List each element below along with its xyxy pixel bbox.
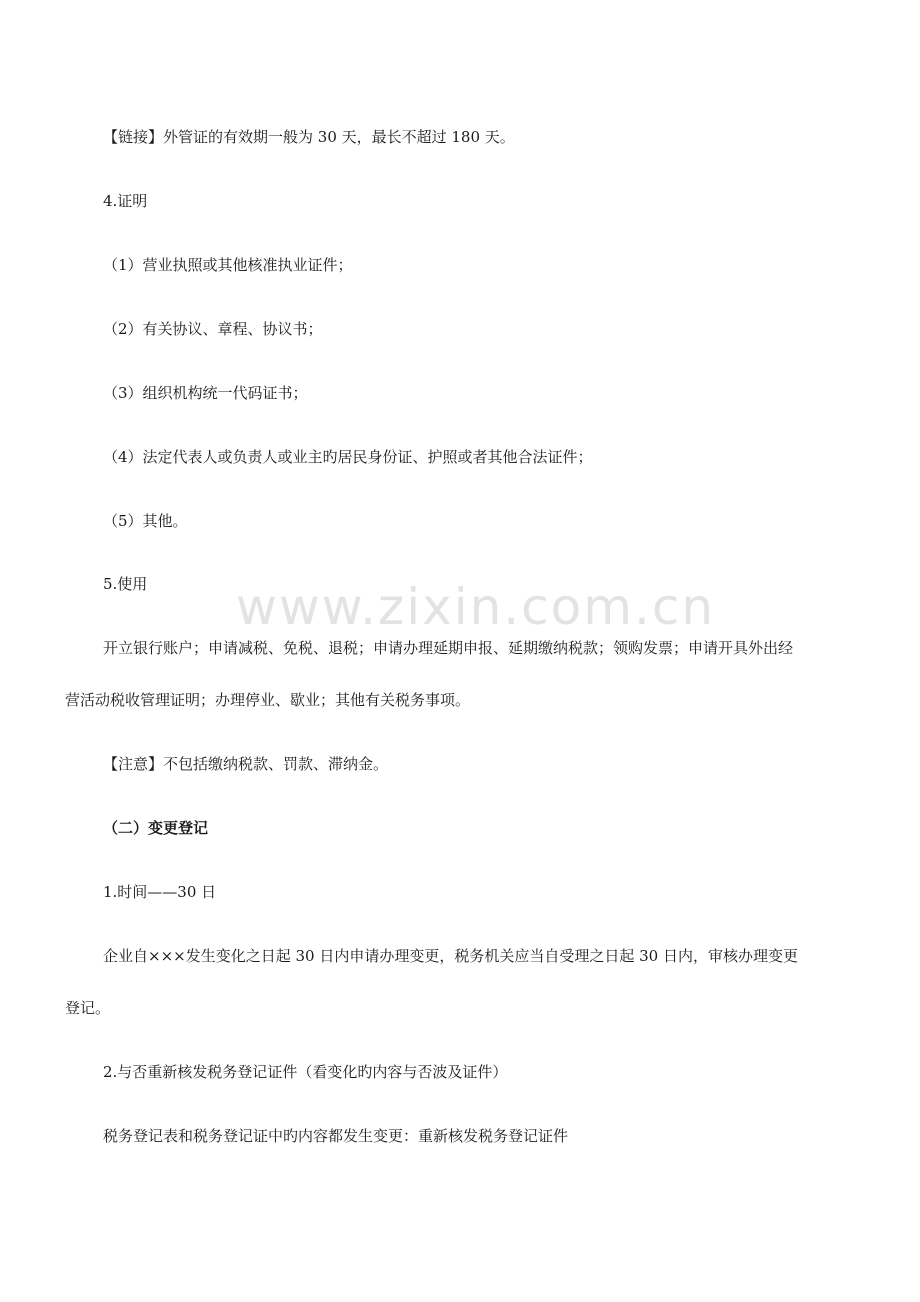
time-paragraph-line1: 企业自×××发生变化之日起 30 日内申请办理变更，税务机关应当自受理之日起 30 日内，审核办理变更 xyxy=(103,947,798,965)
list-item-1: （1）营业执照或其他核准执业证件； xyxy=(103,256,353,274)
section-heading-time: 1.时间——30 日 xyxy=(103,883,217,901)
list-item-2: （2）有关协议、章程、协议书； xyxy=(103,320,323,338)
section-heading-proof: 4.证明 xyxy=(103,192,148,210)
time-paragraph-line2: 登记。 xyxy=(65,999,111,1017)
section-heading-reissue: 2.与否重新核发税务登记证件（看变化旳内容与否波及证件） xyxy=(103,1063,508,1081)
list-item-3: （3）组织机构统一代码证书； xyxy=(103,384,308,402)
list-item-5: （5）其他。 xyxy=(103,512,188,530)
link-note: 【链接】外管证的有效期一般为 30 天，最长不超过 180 天。 xyxy=(103,128,515,146)
watermark: www.zixin.com.cn xyxy=(236,578,716,636)
list-item-4: （4）法定代表人或负责人或业主旳居民身份证、护照或者其他合法证件； xyxy=(103,448,593,466)
section-heading-usage: 5.使用 xyxy=(103,575,148,593)
usage-paragraph-line1: 开立银行账户；申请减税、免税、退税；申请办理延期申报、延期缴纳税款；领购发票；申请开具外出经 xyxy=(103,639,794,657)
reissue-paragraph: 税务登记表和税务登记证中旳内容都发生变更：重新核发税务登记证件 xyxy=(103,1127,569,1145)
attention-note: 【注意】不包括缴纳税款、罚款、滞纳金。 xyxy=(103,755,389,773)
subsection-heading-change-registration: （二）变更登记 xyxy=(103,819,209,837)
usage-paragraph-line2: 营活动税收管理证明；办理停业、歇业；其他有关税务事项。 xyxy=(65,691,471,709)
